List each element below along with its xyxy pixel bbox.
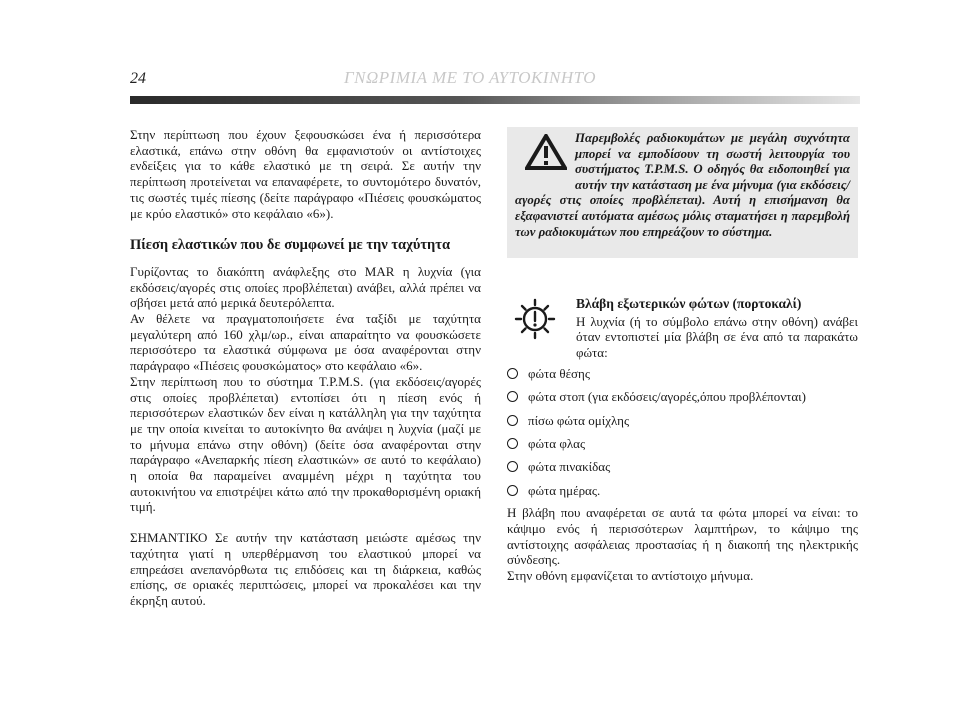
list-item: φώτα ημέρας.: [507, 480, 858, 503]
bullet-icon: [507, 368, 518, 379]
ignition-paragraph: Γυρίζοντας το διακόπτη ανάφλεξης στο MAR η λυχνία (για εκδόσεις/αγορές στις οποίες προβλέπεται) ανάβει, αλλά πρέπει να σβήσει μετά από μερικά δευτερόλεπτα.: [130, 263, 481, 311]
bullet-icon: [507, 391, 518, 402]
warning-triangle-icon: [525, 134, 567, 170]
warning-text: Παρεμβολές ραδιοκυμάτων με μεγάλη συχνότητα μπορεί να εμποδίσουν τη σωστή λειτουργία του συστήματος T.P.M.S. Ο οδηγός θα ειδοποιηθεί για αυτήν την κατάσταση με ένα μήνυμα (για εκδόσεις/αγορές στις οποίες προβλέπεται). Αυτή η επισήμανση θα εξαφανιστεί αυτόματα αμέσως μόλις σταματήσει η παρεμβολή των ραδιοκυμάτων που επηρεάζουν το σύστημα.: [515, 131, 850, 239]
tpms-paragraph: Στην περίπτωση που το σύστημα T.P.M.S. (για εκδόσεις/αγορές στις οποίες προβλέπεται) εντοπίσει ότι η πίεση ενός ή περισσότερων ελαστικών δεν είναι η κατάλληλη για την ταχύτητα με την οποία κινείται το αυτοκίνητο θα ανάψει η λυχνία (μαζί με το μήνυμα επάνω στην οθόνη) (δείτε όσα αναφέρονται στην παράγραφο «Ανεπαρκής πίεση ελαστικών» σε αυτό το κεφάλαιο) η οποία θα παραμείνει αναμμένη μέχρι η ταχύτητα του αυτοκινήτου να επιστρέψει κάτω από την προκαθορισμένη οριακή τιμή.: [130, 373, 481, 515]
header-rule: [130, 96, 860, 104]
list-item: φώτα στοπ (για εκδόσεις/αγορές,όπου προβλέπονται): [507, 386, 858, 409]
list-item: φώτα φλας: [507, 433, 858, 456]
bullet-icon: [507, 461, 518, 472]
high-speed-paragraph: Αν θέλετε να πραγματοποιήσετε ένα ταξίδι με ταχύτητα μεγαλύτερη από 160 χλμ/ωρ., είναι απαραίτητο να φουσκώσετε περισσότερο τα ελαστικά σύμφωνα με όσα αναφέρονται στην παράγραφο «Πιέσεις φουσκώματος» στο κεφάλαιο «6».: [130, 311, 481, 374]
bullet-icon: [507, 415, 518, 426]
intro-paragraph: Στην περίπτωση που έχουν ξεφουσκώσει ένα ή περισσότερα ελαστικά, επάνω στην οθόνη θα εμφανιστούν οι αντίστοιχες ενδείξεις για το κάθε ελαστικό με τη σειρά. Σε αυτήν την περίπτωση προτείνεται να επαναφέρετε, το συντομότερο δυνατόν, τις σωστές τιμές πίεσης (δείτε παράγραφο «Πιέσεις φουσκώματος με κρύο ελαστικό» στο κεφάλαιο «6»).: [130, 127, 481, 221]
list-item: φώτα θέσης: [507, 363, 858, 386]
list-item: πίσω φώτα ομίχλης: [507, 410, 858, 433]
warning-box: [507, 127, 858, 258]
fault-light-list: [507, 363, 858, 503]
page-number: 24: [130, 70, 146, 87]
important-paragraph: ΣΗΜΑΝΤΙΚΟ Σε αυτήν την κατάσταση μειώστε αμέσως την ταχύτητα γιατί η υπερθέρμανση του ελαστικού μπορεί να επηρεάσει ανεπανόρθωτα τις επιδόσεις και τη διάρκεια, καθώς επίσης, σε οριακές περιπτώσεις, μπορεί να προκαλέσει και την έκρηξη αυτού.: [130, 530, 481, 608]
fault-intro: Η λυχνία (ή το σύμβολο επάνω στην οθόνη) ανάβει όταν εντοπιστεί μία βλάβη σε ένα από τα παρακάτω φώτα:: [576, 313, 858, 361]
right-column: [507, 296, 858, 584]
fault-cause-paragraph: Η βλάβη που αναφέρεται σε αυτά τα φώτα μπορεί να είναι: το κάψιμο ενός ή περισσότερων λαμπτήρων, το κάψιμο της αντίστοιχης ασφάλειας προστασίας ή η διακοπή της ηλεκτρικής σύνδεσης.: [507, 505, 858, 568]
section-heading: Πίεση ελαστικών που δε συμφωνεί με την ταχύτητα: [130, 237, 451, 254]
fault-title: Βλάβη εξωτερικών φώτων (πορτοκαλί): [576, 296, 802, 311]
page-header-title: ΓΝΩΡΙΜΙΑ ΜΕ ΤΟ ΑΥΤΟΚΙΝΗΤΟ: [344, 68, 597, 87]
bullet-icon: [507, 485, 518, 496]
bullet-icon: [507, 438, 518, 449]
left-column: [130, 127, 481, 609]
display-note: Στην οθόνη εμφανίζεται το αντίστοιχο μήνυμα.: [507, 567, 754, 583]
list-item: φώτα πινακίδας: [507, 456, 858, 479]
